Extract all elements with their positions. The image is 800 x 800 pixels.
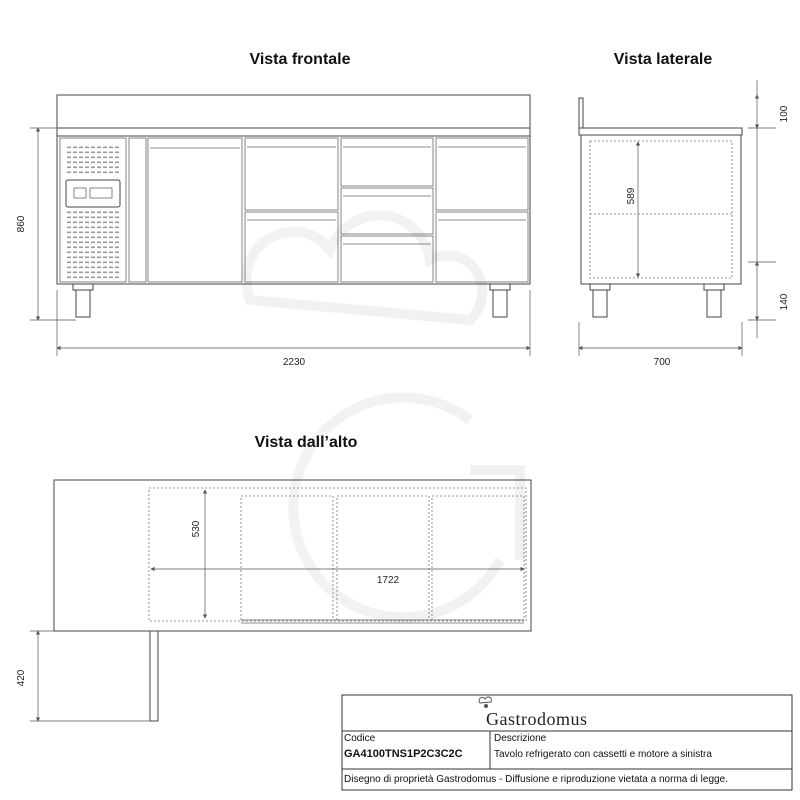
front-view-title: Vista frontale [249, 51, 351, 68]
dim-front-height: 860 [16, 215, 27, 233]
code-value: GA4100TNS1P2C3C2C [344, 748, 463, 760]
dim-top-width: 1722 [376, 575, 400, 586]
side-worktop [579, 128, 742, 135]
dim-side-top: 100 [779, 105, 790, 123]
top-drawer-col-4 [432, 496, 524, 620]
side-foot-right [704, 284, 724, 317]
front-post [129, 138, 146, 282]
drawer-2-top [245, 138, 338, 210]
front-worktop [57, 128, 530, 136]
top-drawer-col-2 [241, 496, 333, 620]
code-label: Codice [344, 733, 376, 744]
front-foot-right [490, 284, 510, 317]
dim-top-depth: 530 [191, 520, 202, 538]
side-view [579, 80, 790, 368]
side-foot-left [590, 284, 610, 317]
top-drawer-extension [150, 631, 158, 721]
dim-top-drawer: 420 [16, 669, 27, 687]
front-foot-left [73, 284, 93, 317]
front-backsplash [57, 95, 530, 128]
vent-grille-top [65, 144, 121, 176]
front-door [148, 138, 242, 282]
top-view-title: Vista dall’alto [254, 434, 358, 451]
side-body [581, 135, 741, 284]
control-display [74, 188, 86, 198]
description-label: Descrizione [494, 733, 547, 744]
control-buttons [90, 188, 112, 198]
footer-notice: Disegno di proprietà Gastrodomus - Diffusione e riproduzione vietata a norma di legge. [344, 774, 728, 785]
watermark-logo [246, 215, 520, 617]
side-backsplash [579, 98, 583, 128]
dim-front-width: 2230 [282, 357, 306, 368]
dim-side-inner: 589 [626, 187, 637, 205]
drawer-3-top [341, 138, 433, 186]
side-view-title: Vista laterale [613, 51, 713, 68]
description-value: Tavolo refrigerato con cassetti e motore a sinistra [494, 749, 712, 760]
dim-side-bottom: 140 [779, 293, 790, 311]
brand-name: Gastrodomus [486, 709, 588, 729]
side-inner-outline [590, 141, 732, 278]
vent-grille-bottom [65, 210, 121, 278]
dim-side-depth: 700 [653, 357, 671, 368]
drawer-4-top [436, 138, 528, 210]
title-block [342, 695, 792, 790]
